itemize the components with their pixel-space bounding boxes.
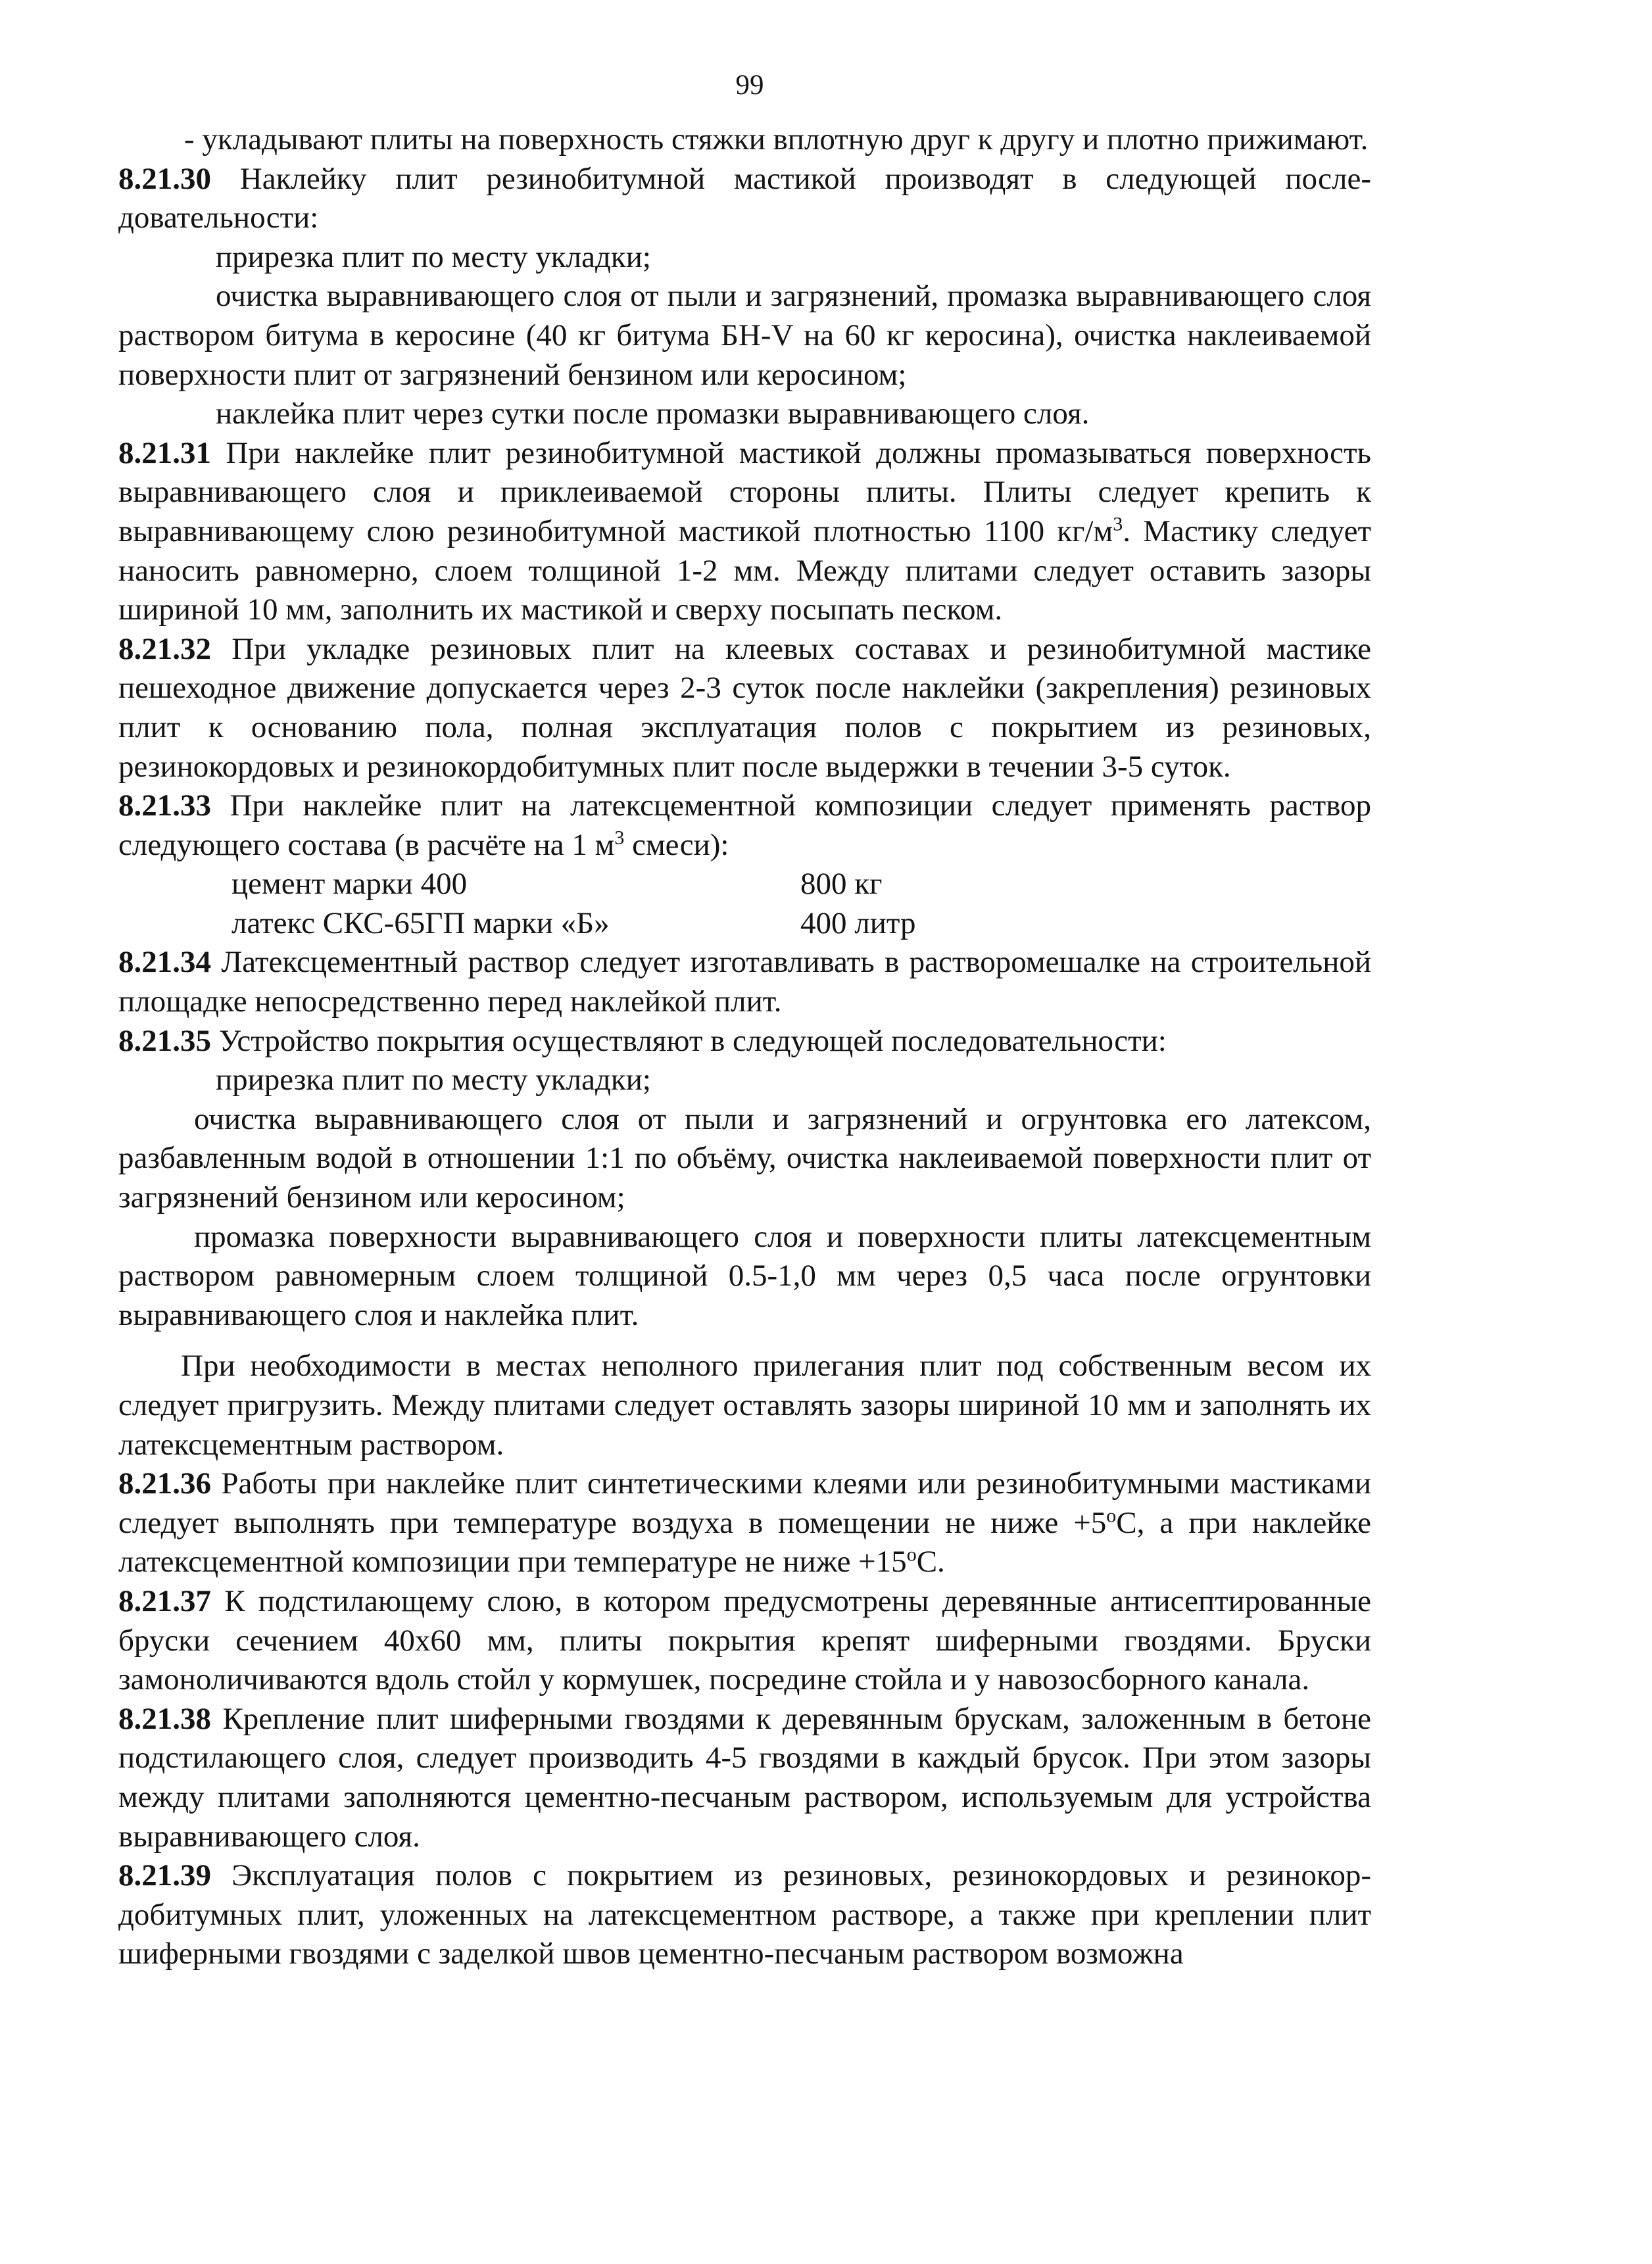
degree-sign: о xyxy=(906,1543,917,1566)
section-text: Устройство покрытия осуществляют в следующей последовательности: xyxy=(211,1023,1167,1058)
section-text: С, а при наклейке латексцементной композиции при температуре не ниже +15 xyxy=(118,1505,1372,1579)
document-body xyxy=(118,120,1371,1974)
section-number: 8.21.30 xyxy=(118,161,211,196)
composition-table xyxy=(118,865,1371,943)
section-text: При укладке резиновых плит на клеевых составах и резинобитумной мастике пешеходное движение допускается через 2-3 суток после наклейки (закрепления) резиновых плит к основанию пола, полная эксплуатация полов с покрытием из резиновых, резинокордовых и резинокордобитумных плит после выдержки в течении 3-5 суток. xyxy=(118,631,1371,784)
section-text: Эксплуатация полов с покрытием из резиновых, резинокордовых и резинокордобитумных плит, уложенных на латексцементном растворе, а также при креплении плит шиферными гвоздями с заделкой швов цементно-песчаным раствором возможна xyxy=(118,1858,1371,1971)
intro-paragraph: - укладывают плиты на поверхность стяжки вплотную друг к другу и плотно прижимают. xyxy=(184,122,1369,157)
section-number: 8.21.37 xyxy=(118,1583,211,1618)
section-text: С. xyxy=(916,1545,945,1579)
section-8-21-34 xyxy=(118,943,1371,1021)
list-item: наклейка плит через сутки после промазки выравнивающего слоя. xyxy=(216,397,1090,431)
section-number: 8.21.39 xyxy=(118,1858,211,1893)
table-cell-name: латекс СКС-65ГП марки «Б» xyxy=(231,905,610,940)
section-number: 8.21.35 xyxy=(118,1023,211,1058)
section-8-21-30 xyxy=(118,160,1371,238)
section-text: смеси): xyxy=(624,827,729,862)
list-item: прирезка плит по месту укладки; xyxy=(216,239,651,274)
section-8-21-35 xyxy=(118,1022,1371,1061)
section-text: К подстилающему слою, в котором предусмотрены деревянные антисептированные бруски сечением 40х60 мм, плиты покрытия крепят шиферными гвоздями. Бруски замоноличиваются вдоль стойл у кормушек, посредине стойла и у навозосборного канала. xyxy=(118,1583,1371,1697)
list-item: промазка поверхности выравнивающего слоя и поверхности плиты латексцементным раствором равномерным слоем толщиной 0.5-1,0 мм через 0,5 часа после огрунтовки выравнивающего слоя и наклейка плит. xyxy=(118,1219,1371,1332)
section-8-21-39 xyxy=(118,1856,1371,1974)
superscript: 3 xyxy=(614,827,625,849)
section-8-21-38 xyxy=(118,1700,1371,1856)
table-cell-name: цемент марки 400 xyxy=(231,867,468,902)
table-row xyxy=(231,865,1371,904)
section-text: . Мастику следует наносить равномерно, слоем толщиной 1-2 мм. Между плитами следует оставить зазоры шириной 10 мм, заполнить их мастикой и сверху посыпать песком. xyxy=(118,514,1371,627)
superscript: 3 xyxy=(1113,513,1123,535)
table-cell-value: 800 кг xyxy=(800,867,883,902)
section-number: 8.21.33 xyxy=(118,788,211,823)
section-text: При наклейке плит на латексцементной композиции следует применять раствор следующего состава (в расчёте на 1 м xyxy=(118,788,1371,862)
section-number: 8.21.34 xyxy=(118,945,211,980)
section-8-21-33 xyxy=(118,786,1371,865)
degree-sign: о xyxy=(1106,1505,1117,1527)
section-text: Крепление плит шиферными гвоздями к деревянным брускам, заложенным в бетоне подстилающего слоя, следует производить 4-5 гвоздями в каждый брусок. При этом зазоры между плитами заполняются цементно-песчаным раствором, используемым для устройства выравнивающего слоя. xyxy=(118,1701,1371,1854)
section-8-21-37 xyxy=(118,1582,1371,1700)
section-number: 8.21.38 xyxy=(118,1701,211,1736)
list-item: очистка выравнивающего слоя от пыли и загрязнений, промазка выравнивающего слоя раствором битума в керосине (40 кг битума БН-V на 60 кг керосина), очистка наклеиваемой поверхности плит от загрязнений бензином или керосином; xyxy=(118,279,1371,392)
section-text: Работы при наклейке плит синтетическими клеями или резинобитумными мастиками следует выполнять при температуре воздуха в помещении не ниже +5 xyxy=(118,1466,1371,1540)
page-number: 99 xyxy=(735,70,764,101)
note-paragraph: При необходимости в местах неполного прилегания плит под собственным весом их следует пригрузить. Между плитами следует оставлять зазоры шириной 10 мм и заполнять их латексцементным раствором. xyxy=(118,1349,1371,1462)
table-cell-value: 400 литр xyxy=(800,905,916,940)
section-number: 8.21.32 xyxy=(118,631,211,666)
section-number: 8.21.36 xyxy=(118,1466,211,1501)
section-8-21-31 xyxy=(118,434,1371,630)
list-item: прирезка плит по месту укладки; xyxy=(216,1063,651,1097)
section-text: Наклейку плит резинобитумной мастикой производят в следующей последовательности: xyxy=(118,161,1371,235)
table-row xyxy=(231,904,1371,944)
section-8-21-36 xyxy=(118,1464,1371,1582)
list-item: очистка выравнивающего слоя от пыли и загрязнений и огрунтовка его латексом, разбавленным водой в отношении 1:1 по объёму, очистка наклеиваемой поверхности плит от загрязнений бензином или керосином; xyxy=(118,1101,1371,1215)
section-text: Латексцементный раствор следует изготавливать в растворомешалке на строительной площадке непосредственно перед наклейкой плит. xyxy=(118,945,1371,1019)
section-text: При наклейке плит резинобитумной мастикой должны промазываться поверхность выравнивающего слоя и приклеиваемой стороны плиты. Плиты следует крепить к выравнивающему слою резинобитумной мастикой плотностью 1100 кг/м xyxy=(118,435,1371,548)
section-number: 8.21.31 xyxy=(118,435,211,470)
section-8-21-32 xyxy=(118,630,1371,786)
